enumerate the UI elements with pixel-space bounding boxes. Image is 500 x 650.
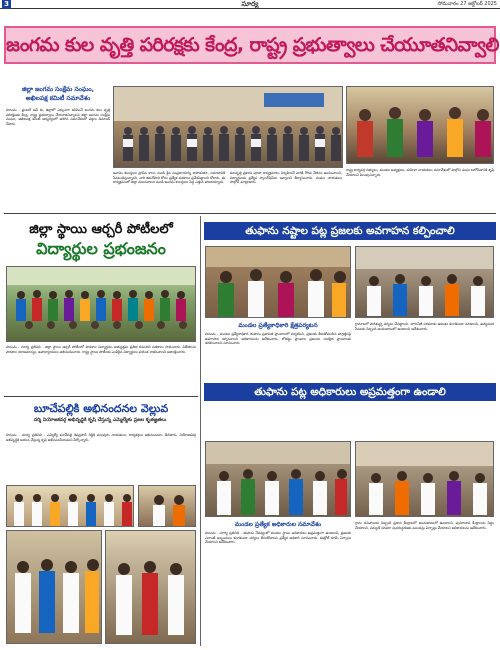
officials-alert-caption: మండల ప్రత్యేక అధికారుల సమావేశం xyxy=(234,521,322,528)
buchepalli-subhead: దర్శి నియోజకవర్గ అభివృద్ధికి కృషి చేస్తున్న ఎమ్మెల్యేకు ప్రజల కృతజ్ఞతలు xyxy=(33,418,167,423)
banner-headline xyxy=(4,26,499,64)
photo-buchepalli-greeting xyxy=(105,530,196,644)
buchepalli-headline: బూచేపల్లికి అభినందనల వెల్లువ xyxy=(33,402,169,415)
cyclone-awareness-body-right: గ్రామాలలో పారిశుద్ధ్య చర్యలు చేపట్టాలని, తాగునీటి సరఫరాకు ఆటంకం కలగకుండా చూడాలని, అత్యవసర సేవలకు సిబ్బంది అందుబాటులో ఉండాలని ఆదేశించారు. xyxy=(355,322,494,331)
officials-alert-body-left: హనుమ - సూర్య ప్రతినిధి - తుఫాను నేపథ్యంలో మండల స్థాయి అధికారులు అప్రమత్తంగా ఉండాలని, ప్రజలకు ఎలాంటి ఇబ్బందులు కలగకుండా చర్యలు తీసుకోవాలని ప్రత్యేక అధికారి సూచించారు. కంట్రోల్ రూమ్ ఏర్పాటు చేయాలని ఆదేశించారు. xyxy=(205,531,351,545)
cyclone-awareness-caption: మండల ప్రత్యేకాధికారి క్షేత్రపర్యటన xyxy=(238,322,318,329)
divider-horizontal-2 xyxy=(4,396,198,397)
photo-archery-students xyxy=(6,266,196,342)
photo-officials-alert-meeting-1 xyxy=(205,441,351,517)
page-number: 3 xyxy=(2,0,11,9)
officials-alert-body-right: గ్రామ సచివాలయ సిబ్బంది ప్రధాన కేంద్రాలలో అందుబాటులో ఉండాలని, పునరావాస కేంద్రాలను సిద్ధం చేయాలని, విద్యుత్ సరఫరా పునరుద్ధరణకు ముందస్తు ఏర్పాట్లు చేయాలని అధికారులను ఆదేశించారు. xyxy=(355,521,494,530)
photo-cyclone-awareness-meeting xyxy=(355,246,494,318)
page-header xyxy=(0,0,500,9)
photo-cyclone-awareness-officials xyxy=(205,246,351,318)
story-jangama-intro: హనుమ - ఫ్రంటల్ ఆఫ్ కు, జిల్లాలో ఎక్కువగా కనిపించే జంగమ కుల వృత్తి పరిరక్షణకు కేంద్ర, రాష్ట్ర ప్రభుత్వాలు చేయూతనివ్వాలని జిల్లా జంగమ సంక్షేమ సంఘం, అఖిలపక్ష కమిటీ ఆధ్వర్యంలో జరిగిన సమావేశంలో వక్తలు డిమాండ్ చేశారు. xyxy=(6,108,110,126)
archery-headline xyxy=(4,221,198,259)
page-date: సోమవారం 27 అక్టోబర్ 2025 xyxy=(437,1,497,7)
divider-horizontal-1 xyxy=(4,213,496,214)
story-jangama-body-mid: కులవృత్తి ప్రకారం పూజా కార్యక్రమాలు నిర్వహించే వారికి గౌరవ వేతనం అందించాలని, విద్యార్థులకు ప్రత్యేక స్కాలర్‌షిప్‌లు ఇవ్వాలని తీర్మానించారు. సంఘం నాయకులు పాల్గొని మాట్లాడారు. xyxy=(230,171,342,185)
photo-buchepalli-group xyxy=(6,485,134,527)
cyclone-awareness-headline: తుఫాను నష్టాల పట్ల ప్రజలకు అవగాహన కల్పించాలి xyxy=(204,222,496,240)
story-jangama-subhead-line2: అఖిలపక్ష కమిటీ సమావేశం xyxy=(25,95,91,102)
story-jangama-body-left: జంగమ కులస్తులు ప్రాచీన కాలం నుండి శైవ సంప్రదాయాన్ని కాపాడుతూ, సమాజానికి సేవలందిస్తున్నారని, వారి జీవనోపాధి కోసం ప్రత్యేక పథకాలు ప్రవేశపెట్టాలని కోరారు. ఈ కార్యక్రమంలో జిల్లా నలుమూలల నుండి జంగమ కులస్తులు పెద్ద ఎత్తున హాజరయ్యారు. xyxy=(113,171,225,185)
buchepalli-body: హనుమ - సూర్య ప్రతినిధి - ఎమ్మెల్యే బూచేపల్లి శివప్రసాద్ రెడ్డికి పలువురు నాయకులు, కార్యకర్తలు అభినందనలు తెలిపారు. నియోజకవర్గ అభివృద్ధికి ఆయన చేస్తున్న కృషి అభినందనీయమని పేర్కొన్నారు. xyxy=(6,433,196,442)
story-jangama-subhead xyxy=(6,85,110,103)
photo-officials-alert-meeting-2 xyxy=(355,441,494,517)
photo-buchepalli-meeting xyxy=(6,530,102,644)
divider-vertical xyxy=(200,216,201,646)
archery-headline-line2: విద్యార్థుల ప్రభంజనం xyxy=(36,239,166,258)
cyclone-awareness-body-left: హనుమ - మండల ప్రత్యేకాధికారి తుఫాను ప్రభావిత ప్రాంతాలలో పర్యటించి, ప్రజలకు తీసుకోవలసిన జాగ్రత్తలపై అవగాహన కల్పించాలని అధికారులను ఆదేశించారు. లోతట్టు ప్రాంతాల ప్రజలను సురక్షిత ప్రాంతాలకు తరలించాలని సూచించారు. xyxy=(205,332,351,346)
photo-jangama-women xyxy=(346,86,494,164)
banner-headline-text: జంగమ కుల వృత్తి పరిరక్షకు కేంద్ర, రాష్ట్ర ప్రభుత్వాలు చేయూతనివ్వాలి xyxy=(6,34,499,56)
masthead: సూర్య xyxy=(241,0,259,8)
story-jangama-body-right: రాష్ట్ర కార్యవర్గ సభ్యులు, మండల అధ్యక్షులు, మహిళా నాయకులు సమావేశంలో పాల్గొని సంఘ బలోపేతానికి కృషి చేయాలని పిలుపునిచ్చారు. xyxy=(346,168,494,177)
officials-alert-headline: తుఫాను పట్ల అధికారులు అప్రమత్తంగా ఉండాలి xyxy=(204,383,496,401)
story-jangama-subhead-line1: జిల్లా జంగమ సంక్షేమ సంఘం, xyxy=(21,86,95,93)
archery-headline-line1: జిల్లా స్థాయి ఆర్చరీ పోటీలలో xyxy=(29,222,173,237)
photo-buchepalli-felicitation xyxy=(138,485,196,527)
photo-jangama-group xyxy=(113,86,343,168)
archery-body: హనుమ - సూర్య ప్రతినిధి - జిల్లా స్థాయి ఆర్చరీ పోటీలలో పాఠశాల విద్యార్థులు అత్యుత్తమ ప్రతిభ కనబరిచి పతకాలు సాధించారు. విజేతలను పాఠశాల యాజమాన్యం, ఉపాధ్యాయులు అభినందించారు. రాష్ట్ర స్థాయి పోటీలకు ఎంపికైన విద్యార్థులు మరింత రాణించాలని ఆకాంక్షించారు. xyxy=(6,345,196,354)
